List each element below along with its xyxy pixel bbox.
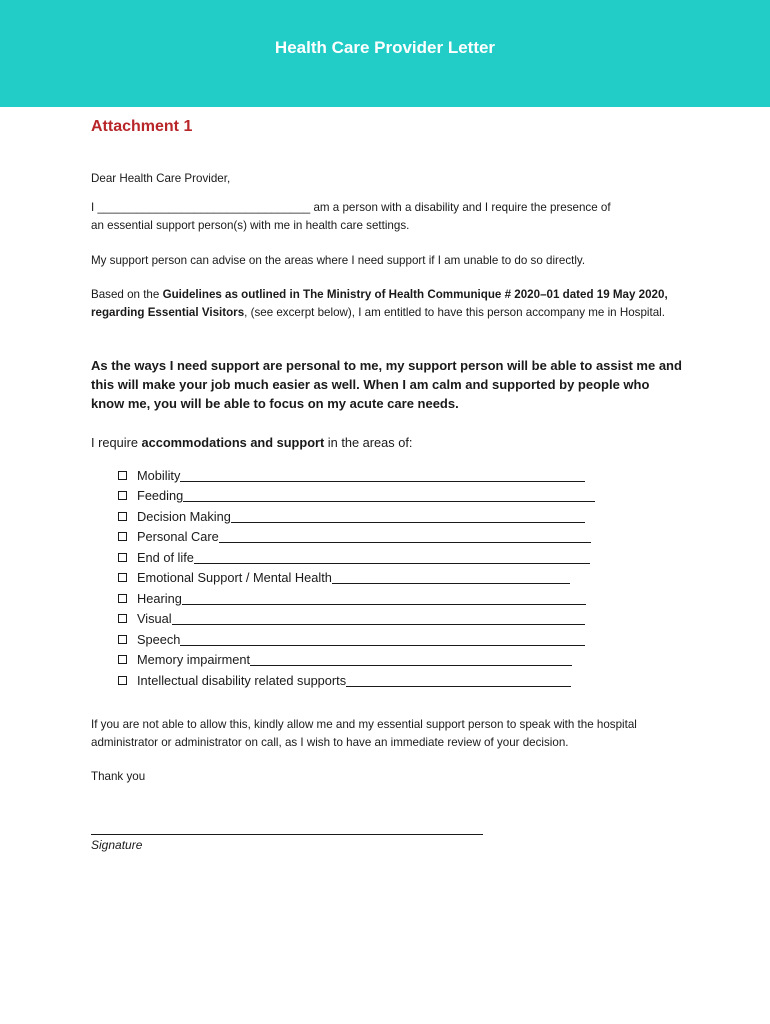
advise-paragraph: My support person can advise on the areas where I need support if I am unable to do so directly.: [91, 254, 586, 267]
checkbox[interactable]: [118, 635, 127, 644]
checklist-label: Personal Care: [137, 529, 219, 544]
checklist-label: Intellectual disability related supports: [137, 672, 347, 688]
checklist-item[interactable]: [118, 484, 595, 505]
fill-in-line[interactable]: [194, 549, 590, 564]
greeting: Dear Health Care Provider,: [91, 172, 231, 185]
closing-paragraph: If you are not able to allow this, kindly allow me and my essential support person to speak with the hospital administrator or administrator on call, as I wish to have an immediate review of your decision.: [91, 718, 637, 749]
checklist-item[interactable]: [118, 504, 595, 525]
intro-line1: am a person with a disability and I require the presence of: [310, 201, 611, 214]
checklist-item[interactable]: [118, 545, 595, 566]
checklist-item[interactable]: [118, 648, 595, 669]
checklist-item[interactable]: [118, 668, 595, 689]
guidelines-suffix: , (see excerpt below), I am entitled to have this person accompany me in Hospital.: [244, 306, 665, 319]
checkbox[interactable]: [118, 553, 127, 562]
fill-in-line[interactable]: [332, 569, 570, 584]
checkbox[interactable]: [118, 594, 127, 603]
checkbox[interactable]: [118, 532, 127, 541]
signature-label: Signature: [91, 838, 143, 852]
checklist-label: Hearing: [137, 590, 182, 606]
fill-in-line[interactable]: [346, 672, 571, 687]
fill-in-line[interactable]: [180, 631, 585, 646]
checkbox[interactable]: [118, 491, 127, 500]
checklist-item[interactable]: [118, 566, 595, 587]
checkbox[interactable]: [118, 512, 127, 521]
require-suffix: in the areas of:: [324, 435, 413, 450]
support-areas-checklist: [118, 463, 595, 689]
checkbox[interactable]: [118, 655, 127, 664]
require-emphasis: accommodations and support: [141, 435, 325, 450]
fill-in-line[interactable]: [172, 610, 585, 625]
guidelines-paragraph: [91, 286, 683, 322]
intro-prefix: I: [91, 201, 95, 214]
fill-in-line[interactable]: [231, 508, 585, 523]
guidelines-prefix: Based on the: [91, 288, 163, 301]
fill-in-line[interactable]: [180, 467, 585, 482]
fill-in-line[interactable]: [219, 528, 591, 543]
attachment-heading: Attachment 1: [91, 118, 193, 135]
checklist-label: Visual: [137, 611, 172, 626]
thanks-text: Thank you: [91, 770, 146, 783]
intro-line2: an essential support person(s) with me in health care settings.: [91, 219, 410, 232]
signature-line[interactable]: [91, 834, 483, 835]
checklist-label: Decision Making: [137, 508, 231, 524]
require-paragraph: [91, 433, 412, 453]
checklist-label: End of life: [137, 549, 194, 565]
checklist-item[interactable]: [118, 463, 595, 484]
intro-paragraph: [91, 199, 683, 235]
checklist-item[interactable]: [118, 607, 595, 628]
checkbox[interactable]: [118, 471, 127, 480]
checklist-label: Mobility: [137, 467, 181, 483]
checklist-item[interactable]: [118, 525, 595, 546]
lead-paragraph: As the ways I need support are personal to me, my support person will be able to assist me and this will make your job much easier as well. When I am calm and supported by people who know me, you will be able to focus on my acute care needs.: [91, 358, 682, 411]
header-banner: [0, 0, 770, 107]
page-title: Health Care Provider Letter: [274, 38, 496, 57]
require-prefix: I require: [91, 435, 142, 450]
fill-in-line[interactable]: [182, 590, 586, 605]
guidelines-reference: Guidelines as outlined in The Ministry of Health Communique # 2020–01 dated 19 May 2020, regarding Essential Visitors: [91, 288, 668, 319]
checklist-item[interactable]: [118, 627, 595, 648]
checkbox[interactable]: [118, 614, 127, 623]
name-blank[interactable]: _________________________________: [97, 201, 311, 214]
checklist-label: Feeding: [137, 488, 184, 503]
checklist-label: Speech: [137, 631, 181, 647]
checklist-label: Memory impairment: [137, 652, 251, 667]
checkbox[interactable]: [118, 676, 127, 685]
fill-in-line[interactable]: [250, 651, 572, 666]
checklist-label: Emotional Support / Mental Health: [137, 570, 332, 585]
fill-in-line[interactable]: [183, 487, 595, 502]
checkbox[interactable]: [118, 573, 127, 582]
checklist-item[interactable]: [118, 586, 595, 607]
